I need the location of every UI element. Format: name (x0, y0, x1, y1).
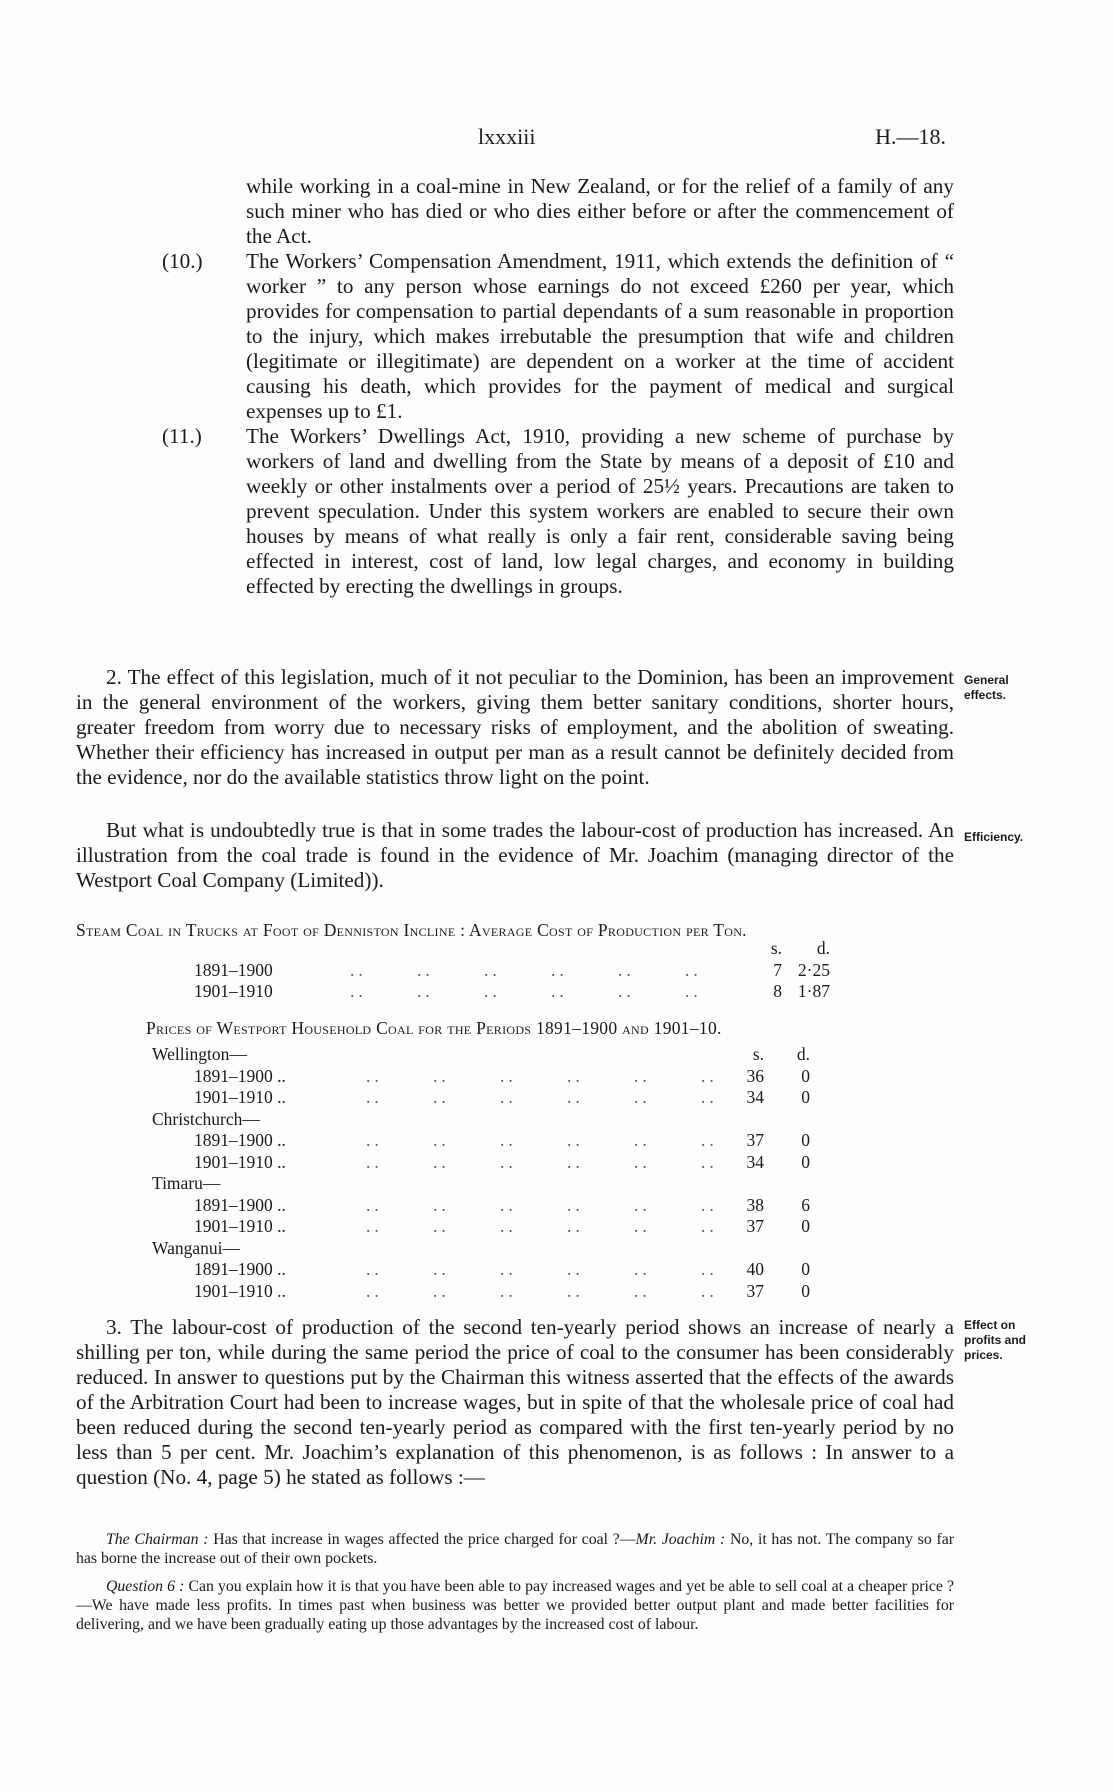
group-label: Timaru— (152, 1173, 221, 1193)
table-header: s. d. (770, 938, 830, 958)
table-row: 1891–1900 .. .. .. .. .. .. .. 38 6 (194, 1194, 810, 1215)
list-item (162, 424, 954, 599)
list-item-text: The Workers’ Dwellings Act, 1910, providing a new scheme of purchase by workers of land and dwelling from the State by means of a deposit of £10 and weekly or other instalments over a period of 25½ years. Precautions are taken to prevent speculation. Under this system workers are enabled to secure their own houses by means of what really is only a fair rent, considerable saving being effected in interest, cost of land, low legal charges, and economy in building effected by erecting the dwellings in groups. (246, 424, 954, 598)
table-group-header (0, 1109, 1114, 1131)
side-note-effect-on-profits: Effect on profits and prices. (964, 1318, 1026, 1362)
table-row: 1891–1900 .. .. .. .. .. .. .. 36 0 (194, 1065, 810, 1086)
speaker-chairman: The Chairman : (106, 1531, 209, 1548)
speaker-joachim: Mr. Joachim : (635, 1531, 726, 1548)
table-row: 1891–1900 .. .. .. .. .. .. .. 40 0 (194, 1259, 810, 1279)
table-row: 1901–1910 .. .. .. .. .. .. .. 37 0 (194, 1280, 810, 1301)
document-reference: H.—18. (875, 124, 946, 149)
table-header: Wellington— s. d. (152, 1044, 810, 1064)
group-label: Christchurch— (152, 1108, 260, 1129)
table-row: 1901–1910 .. .. .. .. .. .. 8 1·87 (194, 981, 830, 1001)
table-row: 1901–1910 .. .. .. .. .. .. .. 34 0 (194, 1151, 810, 1172)
section-2-paragraph-2: But what is undoubtedly true is that in some trades the labour-cost of production has increased. An illustration from the coal trade is found in the evidence of Mr. Joachim (managing director of the Westport Coal Company (Limited)). (76, 818, 954, 892)
legislation-list (162, 174, 954, 599)
list-item-number: (10.) (162, 249, 203, 273)
table-row: 1891–1900 .. .. .. .. .. .. 7 2·25 (194, 959, 830, 980)
group-label: Wellington— (152, 1044, 247, 1064)
section-3-paragraph: 3. The labour-cost of production of the second ten-yearly period shows an increase of nearly a shilling per ton, while during the same period the price of coal to the consumer has been considerably reduced. In answer to questions put by the Chairman this witness asserted that the effects of the awards of the Arbitration Court had been to increase wages, but in spite of that the wholesale price of coal had been reduced during the second ten-yearly period as compared with the first ten-yearly period by no less than 5 per cent. Mr. Joachim’s explanation of this phenomenon, is as follows : In answer to a question (No. 4, page 5) he stated as follows :— (76, 1315, 954, 1489)
table1 (0, 938, 1114, 1003)
table-group-header (0, 1173, 1114, 1195)
side-note-efficiency: Efficiency. (964, 830, 1024, 844)
section-2-paragraph-1: 2. The effect of this legislation, much of it not peculiar to the Dominion, has been an improvement in the general environment of the workers, giving them better sanitary conditions, shorter hours, greater freedom from worry due to necessary risks of employment, and the abolition of sweating. Whether their efficiency has increased in output per man as a result cannot be definitely decided from the evidence, nor do the available statistics throw light on the point. (76, 665, 954, 789)
side-note-general-effects: General effects. (964, 673, 1009, 702)
list-item-text: The Workers’ Compensation Amendment, 1911, which extends the definition of “ worker ” to any person whose earnings do not exceed £260 per year, which provides for compensation to partial dependants of a sum reasonable in proportion to the injury, which makes irrebutable the presumption that wife and children (legitimate or illegitimate) are dependent on a worker at the time of accident causing his death, which provides for the payment of medical and surgical expenses up to £1. (246, 249, 954, 423)
page-numeral: lxxxiii (478, 124, 536, 149)
evidence-exchange-2: Question 6 : Can you explain how it is that you have been able to pay increased wages and yet be able to sell coal at a cheaper price ?—We have made less profits. In times past when business was better we provided better output plant and made better facilities for delivering, and we have been gradually eating up those advantages by the increased cost of labour. (76, 1578, 954, 1633)
table-row: 1901–1910 .. .. .. .. .. .. .. 34 0 (194, 1087, 810, 1107)
table-row: 1901–1910 .. .. .. .. .. .. .. 37 0 (194, 1216, 810, 1236)
group-label: Wanganui— (152, 1237, 241, 1258)
table-group-header (0, 1238, 1114, 1260)
list-item-number: (11.) (162, 424, 202, 448)
evidence-exchange-1: The Chairman : Has that increase in wages affected the price charged for coal ?—Mr. Joachim : No, it has not. The company so far has borne the increase out of their own pockets. (76, 1531, 954, 1567)
table-row: 1891–1900 .. .. .. .. .. .. .. 37 0 (194, 1130, 810, 1150)
table2-title: Prices of Westport Household Coal for the Periods 1891–1900 and 1901–10. (146, 1018, 722, 1038)
list-item: while working in a coal-mine in New Zealand, or for the relief of a family of any such miner who has died or who dies either before or after the commencement of the Act. (246, 174, 954, 248)
table2 (0, 1044, 1114, 1302)
table1-title: Steam Coal in Trucks at Foot of Denniston Incline : Average Cost of Production per Ton. (76, 920, 747, 940)
question-label: Question 6 : (106, 1578, 185, 1595)
list-item (162, 249, 954, 424)
